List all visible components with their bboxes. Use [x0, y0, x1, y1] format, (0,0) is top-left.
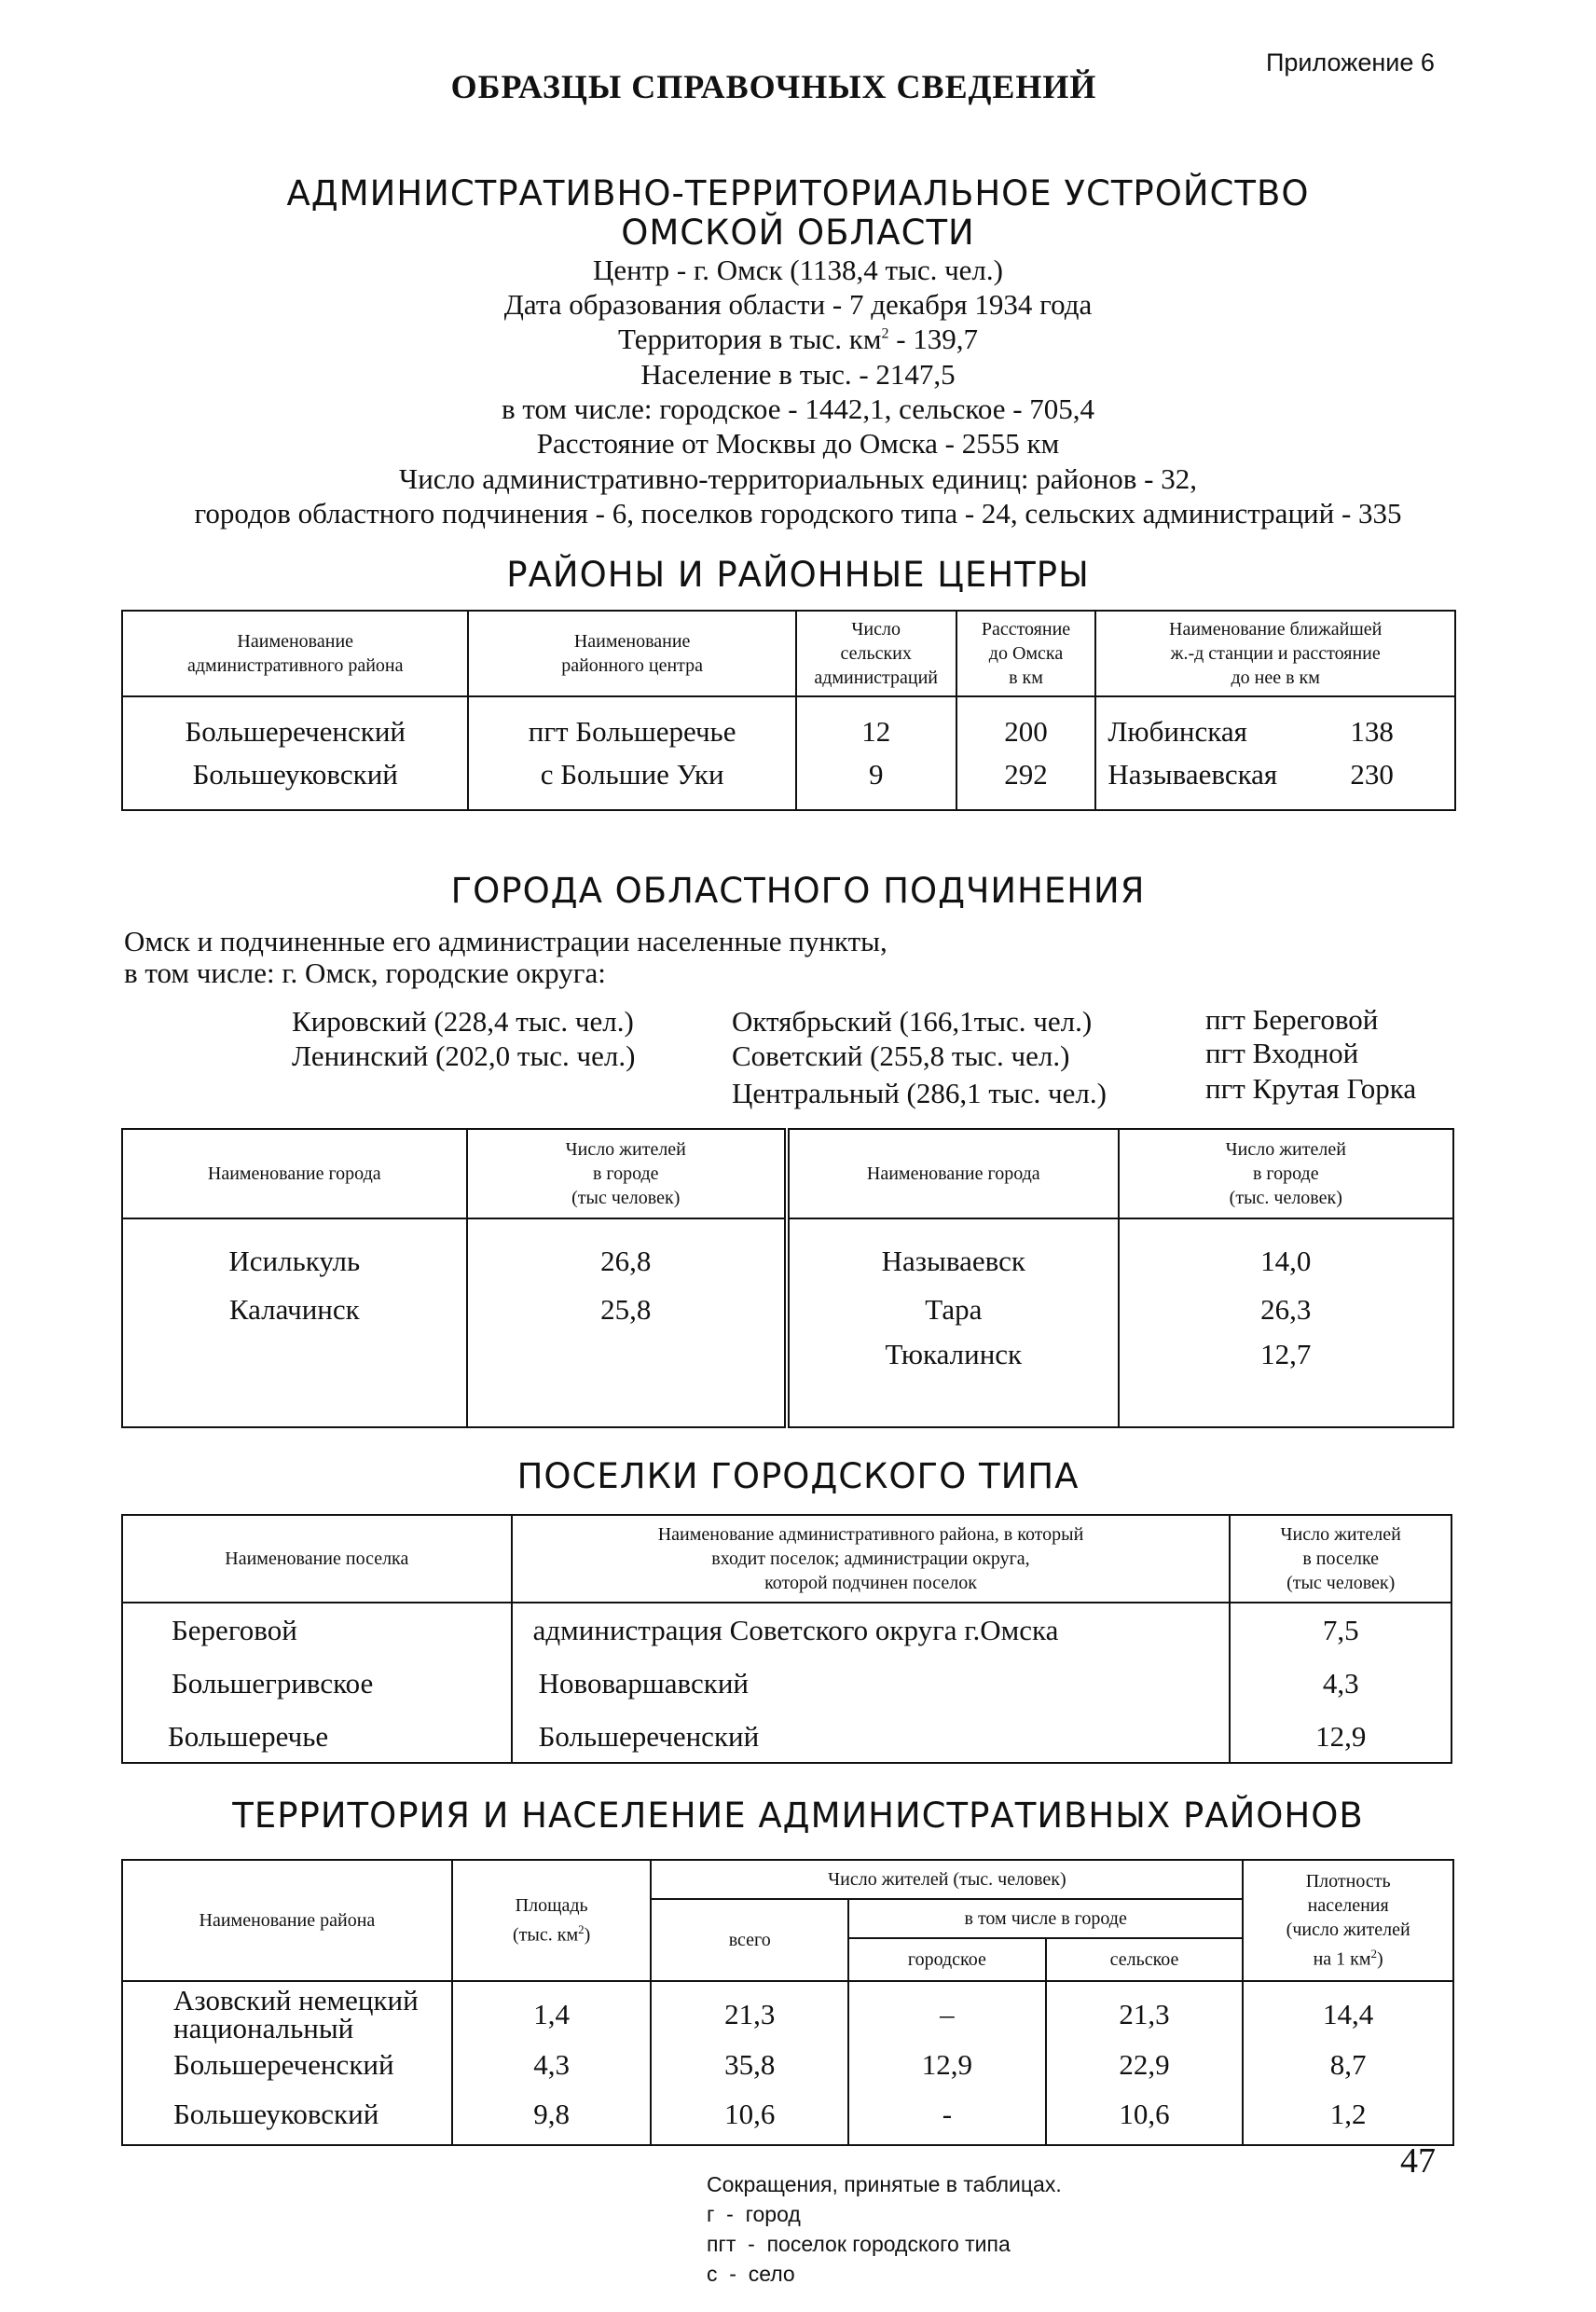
units-line-2: городов областного подчинения - 6, поселков городского типа - 24, сельских администраций - 335	[194, 497, 1402, 530]
city-pop: 26,8	[467, 1218, 787, 1282]
okrug-oktyabrsky: Октябрьский (166,1тыс. чел.)	[732, 1005, 1093, 1038]
territory-line	[0, 323, 1596, 356]
col-header: Площадь (тыс. $км^2$)	[452, 1860, 652, 1981]
cities-intro-2: в том числе: г. Омск, городские округа:	[124, 956, 606, 989]
col-header: Плотность населения (число жителей на 1 $км^2$)	[1243, 1860, 1453, 1981]
empty-cell	[122, 1338, 467, 1427]
settlement-name: Большегривское	[122, 1657, 512, 1711]
district-name: Большеуковский	[122, 2084, 452, 2145]
distance-cell: 292	[956, 754, 1096, 810]
urban-cell: –	[848, 1981, 1046, 2046]
settlement-name: Большеречье	[122, 1711, 512, 1763]
territory-title: ТЕРРИТОРИЯ И НАСЕЛЕНИЕ АДМИНИСТРАТИВНЫХ РАЙОНОВ	[232, 1796, 1364, 1836]
table-row	[122, 1657, 1452, 1711]
pgt-krutaya-gorka: пгт Крутая Горка	[1205, 1072, 1417, 1105]
districts-title: РАЙОНЫ И РАЙОННЫЕ ЦЕНТРЫ	[506, 555, 1090, 595]
col-header: Наименование административного района, в который входит поселок; администрации округа, которой подчинен поселок	[512, 1515, 1231, 1603]
table-row	[122, 1282, 1453, 1338]
table-row	[122, 696, 1455, 754]
abbr-title: Сокращения, принятые в таблицах.	[707, 2172, 1062, 2196]
population-line: Население в тыс. - 2147,5	[640, 358, 956, 391]
settlements-table	[121, 1514, 1452, 1764]
col-header: Наименование поселка	[122, 1515, 512, 1603]
station-km: 138	[1350, 715, 1394, 748]
center-cell: с Большие Уки	[468, 754, 795, 810]
city-pop: 25,8	[467, 1282, 787, 1338]
page-number: 47	[1400, 2141, 1436, 2181]
station-km: 230	[1350, 758, 1394, 791]
territory-label: Территория в тыс. км	[617, 323, 882, 355]
distance-line: Расстояние от Москвы до Омска - 2555 км	[536, 427, 1060, 460]
cities-table	[121, 1128, 1454, 1428]
area-cell: 9,8	[452, 2084, 652, 2145]
district-cell: Большеуковский	[122, 754, 468, 810]
table-row	[122, 1603, 1452, 1657]
territory-value: - 139,7	[888, 323, 979, 355]
table-row	[122, 754, 1455, 810]
urban-cell: -	[848, 2084, 1046, 2145]
territory-table	[121, 1859, 1454, 2146]
density-cell: 14,4	[1243, 1981, 1453, 2046]
city-name: Исилькуль	[122, 1218, 467, 1282]
station-cell	[1095, 754, 1455, 810]
settlement-name: Береговой	[122, 1603, 512, 1657]
superscript-2: 2	[1370, 1947, 1378, 1961]
area-cell: 1,4	[452, 1981, 652, 2046]
col-header: Наименование города	[787, 1129, 1119, 1218]
pgt-vkhodnoy: пгт Входной	[1205, 1037, 1359, 1069]
page-title: ОБРАЗЦЫ СПРАВОЧНЫХ СВЕДЕНИЙ	[450, 68, 1097, 105]
settlement-pop: 7,5	[1230, 1603, 1452, 1657]
urban-rural-line: в том числе: городское - 1442,1, сельское - 705,4	[501, 392, 1095, 425]
rural-cell: 21,3	[1046, 1981, 1244, 2046]
pgt-beregovoy: пгт Береговой	[1205, 1003, 1379, 1036]
col-header: Число жителей (тыс. человек)	[651, 1860, 1243, 1899]
col-header: городское	[848, 1938, 1046, 1981]
city-pop: 14,0	[1119, 1218, 1453, 1282]
col-header: Наименование районного центра	[468, 611, 795, 696]
city-pop: 26,3	[1119, 1282, 1453, 1338]
abbr-item: пгт - поселок городского типа	[707, 2232, 1011, 2256]
settlement-pop: 4,3	[1230, 1657, 1452, 1711]
section-title-1b: ОМСКОЙ ОБЛАСТИ	[621, 213, 975, 253]
table-row	[122, 1218, 1453, 1282]
superscript-2: 2	[578, 1922, 585, 1937]
settlement-admin: администрация Советского округа г.Омска	[512, 1603, 1231, 1657]
settlement-pop: 12,9	[1230, 1711, 1452, 1763]
city-name: Тара	[787, 1282, 1119, 1338]
abbr-item: с - село	[707, 2262, 795, 2286]
distance-cell: 200	[956, 696, 1096, 754]
density-header: Плотность населения (число жителей на 1 км	[1286, 1871, 1410, 1970]
total-cell: 21,3	[651, 1981, 848, 2046]
table-row	[122, 2046, 1453, 2084]
station-name: Называевская	[1108, 758, 1278, 791]
appendix-label: Приложение 6	[1266, 48, 1435, 76]
settlement-admin: Большереченский	[512, 1711, 1231, 1763]
col-header: Число сельских администраций	[796, 611, 956, 696]
rural-cell: 22,9	[1046, 2046, 1244, 2084]
table-row	[122, 1711, 1452, 1763]
admins-cell: 9	[796, 754, 956, 810]
districts-table	[121, 610, 1456, 811]
table-row	[122, 1338, 1453, 1427]
table-row	[122, 2084, 1453, 2145]
center-cell: пгт Большеречье	[468, 696, 795, 754]
col-header: Наименование города	[122, 1129, 467, 1218]
col-header: Число жителей в городе (тыс. человек)	[1119, 1129, 1453, 1218]
abbr-item: г - город	[707, 2202, 801, 2226]
admins-cell: 12	[796, 696, 956, 754]
okrug-kirovsky: Кировский (228,4 тыс. чел.)	[292, 1005, 634, 1038]
district-name: Азовский немецкий национальный	[122, 1981, 452, 2046]
col-header: в том числе в городе	[848, 1899, 1243, 1938]
okrug-leninsky: Ленинский (202,0 тыс. чел.)	[292, 1039, 636, 1072]
center-line: Центр - г. Омск (1138,4 тыс. чел.)	[593, 254, 1003, 286]
empty-cell	[467, 1338, 787, 1427]
station-cell	[1095, 696, 1455, 754]
col-header: Расстояние до Омска в км	[956, 611, 1096, 696]
col-header: Наименование административного района	[122, 611, 468, 696]
col-header: Наименование района	[122, 1860, 452, 1981]
city-name: Тюкалинск	[787, 1338, 1119, 1427]
formed-line: Дата образования области - 7 декабря 1934 года	[503, 288, 1093, 321]
city-name: Называевск	[787, 1218, 1119, 1282]
district-cell: Большереченский	[122, 696, 468, 754]
district-name: Большереченский	[122, 2046, 452, 2084]
total-cell: 10,6	[651, 2084, 848, 2145]
settlement-admin: Нововаршавский	[512, 1657, 1231, 1711]
units-line-1: Число административно-территориальных единиц: районов - 32,	[399, 462, 1197, 495]
okrug-centralny: Центральный (286,1 тыс. чел.)	[732, 1077, 1107, 1109]
col-header: Число жителей в поселке (тыс человек)	[1230, 1515, 1452, 1603]
col-header: сельское	[1046, 1938, 1244, 1981]
rural-cell: 10,6	[1046, 2084, 1244, 2145]
density-cell: 1,2	[1243, 2084, 1453, 2145]
station-name: Любинская	[1108, 715, 1247, 748]
superscript-2: 2	[881, 325, 889, 342]
density-cell: 8,7	[1243, 2046, 1453, 2084]
col-header: Наименование ближайшей ж.-д станции и расстояние до нее в км	[1095, 611, 1455, 696]
col-header: всего	[651, 1899, 848, 1981]
area-cell: 4,3	[452, 2046, 652, 2084]
cities-intro-1: Омск и подчиненные его администрации населенные пункты,	[124, 925, 887, 957]
area-header: Площадь (тыс. км	[513, 1895, 588, 1946]
city-pop: 12,7	[1119, 1338, 1453, 1427]
table-row	[122, 1981, 1453, 2046]
total-cell: 35,8	[651, 2046, 848, 2084]
okrug-sovetsky: Советский (255,8 тыс. чел.)	[732, 1039, 1070, 1072]
city-name: Калачинск	[122, 1282, 467, 1338]
cities-title: ГОРОДА ОБЛАСТНОГО ПОДЧИНЕНИЯ	[450, 871, 1146, 911]
settlements-title: ПОСЕЛКИ ГОРОДСКОГО ТИПА	[516, 1456, 1080, 1496]
section-title-1a: АДМИНИСТРАТИВНО-ТЕРРИТОРИАЛЬНОЕ УСТРОЙСТВО	[286, 173, 1310, 213]
urban-cell: 12,9	[848, 2046, 1046, 2084]
col-header: Число жителей в городе (тыс человек)	[467, 1129, 787, 1218]
